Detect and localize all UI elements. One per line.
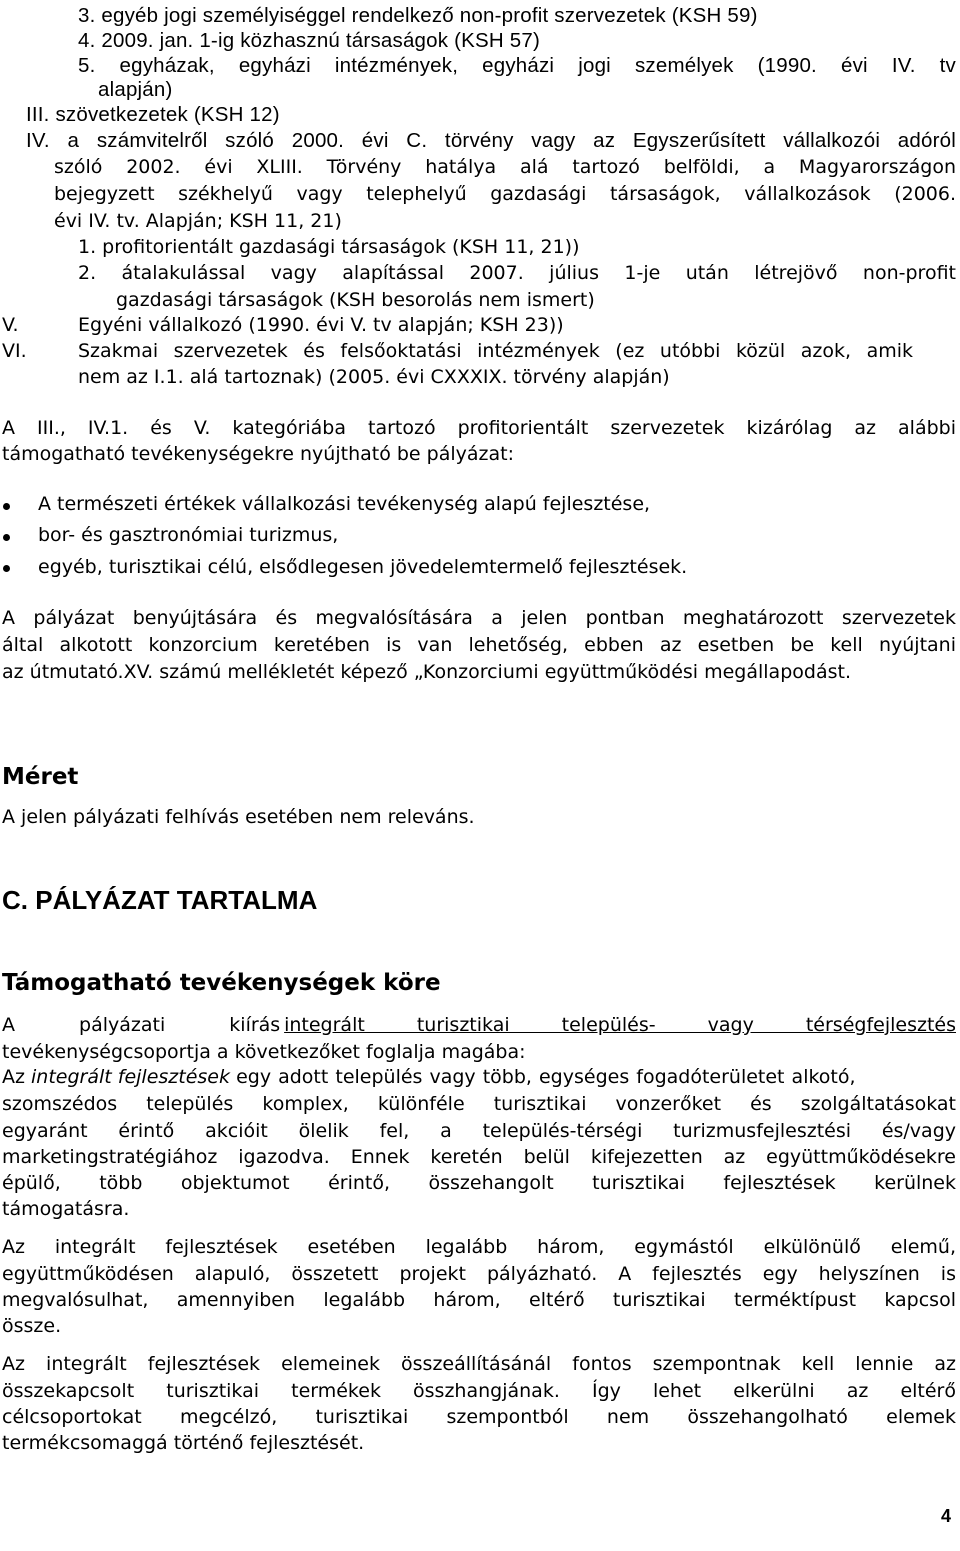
list-item: IV. a számvitelről szóló 2000. évi C. törvény vagy az Egyszerűsített vállalkozói adóról <box>26 129 956 152</box>
paragraph-line: épülő, több objektumot érintő, összehangolt turisztikai fejlesztések kerülnek <box>2 1172 956 1194</box>
list-item-cont: évi IV. tv. Alapján; KSH 11, 21) <box>54 210 342 232</box>
paragraph-line: által alkotott konzorcium keretében is van lehetőség, ebben az esetben be kell nyújtani <box>2 634 956 656</box>
list-item: 5. egyházak, egyházi intézmények, egyházi jogi személyek (1990. évi IV. tv <box>78 54 956 77</box>
paragraph-line <box>2 1014 956 1036</box>
paragraph-line: támogatásra. <box>2 1198 130 1220</box>
list-number: VI. <box>2 340 27 362</box>
page-number: 4 <box>941 1506 952 1526</box>
paragraph-line: támogatható tevékenységekre nyújtható be pályázat: <box>2 443 514 465</box>
text-segment: egy adott település vagy több, egységes fogadóterületet alkotó, <box>236 1066 856 1088</box>
paragraph-line: együttműködésen alapuló, összetett projekt pályázható. A fejlesztés egy helyszínen is <box>2 1263 956 1285</box>
list-item: 4. 2009. jan. 1-ig közhasznú társaságok (KSH 57) <box>78 29 540 52</box>
paragraph-line: tevékenységcsoportja a következőket foglalja magába: <box>2 1041 526 1063</box>
text-segment: A pályázati kiírás <box>2 1014 281 1036</box>
list-item-cont: szóló 2002. évi XLIII. Törvény hatálya alá tartozó belföldi, a Magyarországon <box>54 156 956 178</box>
list-item-cont: nem az I.1. alá tartoznak) (2005. évi CXXXIX. törvény alapján) <box>78 366 670 388</box>
section-heading: Méret <box>2 764 79 790</box>
paragraph-line <box>2 1066 956 1088</box>
paragraph-line: össze. <box>2 1315 62 1337</box>
list-item: III. szövetkezetek (KSH 12) <box>26 103 280 126</box>
list-number: V. <box>2 314 19 336</box>
paragraph-line: A III., IV.1. és V. kategóriába tartozó profitorientált szervezetek kizárólag az alábbi <box>2 417 956 439</box>
paragraph-line: Az integrált fejlesztések elemeinek összeállításánál fontos szempontnak kell lennie az <box>2 1353 956 1375</box>
list-item: 2. átalakulással vagy alapítással 2007. július 1-je után létrejövő non-profit <box>78 262 956 284</box>
list-item: Szakmai szervezetek és felsőoktatási intézmények (ez utóbbi közül azok, amik <box>78 340 913 362</box>
list-item: 1. profitorientált gazdasági társaságok (KSH 11, 21)) <box>78 236 580 258</box>
underlined-term: integrált turisztikai település- vagy térségfejlesztés <box>284 1014 956 1036</box>
chapter-heading: C. PÁLYÁZAT TARTALMA <box>2 885 318 915</box>
paragraph-line: A jelen pályázati felhívás esetében nem releváns. <box>2 806 475 828</box>
bullet-item: egyéb, turisztikai célú, elsődlegesen jövedelemtermelő fejlesztések. <box>38 556 688 578</box>
paragraph-line: összekapcsolt turisztikai termékek összhangjának. Így lehet elkerülni az eltérő <box>2 1380 956 1402</box>
paragraph-line: termékcsomaggá történő fejlesztését. <box>2 1432 365 1454</box>
paragraph-line: Az integrált fejlesztések esetében legalább három, egymástól elkülönülő elemű, <box>2 1236 956 1258</box>
bullet-item: A természeti értékek vállalkozási tevékenység alapú fejlesztése, <box>38 493 651 515</box>
paragraph-line: szomszédos település komplex, különféle turisztikai vonzerőket és szolgáltatásokat <box>2 1093 956 1115</box>
list-item-cont: gazdasági társaságok (KSH besorolás nem ismert) <box>116 289 595 311</box>
list-item-cont: alapján) <box>98 78 173 101</box>
bullet-icon <box>3 503 10 510</box>
paragraph-line: az útmutató.XV. számú mellékletét képező „Konzorciumi együttműködési megállapodást. <box>2 661 851 683</box>
bullet-icon <box>3 534 10 541</box>
list-item: Egyéni vállalkozó (1990. évi V. tv alapján; KSH 23)) <box>78 314 564 336</box>
list-item: 3. egyéb jogi személyiséggel rendelkező non-profit szervezetek (KSH 59) <box>78 4 758 27</box>
paragraph-line: célcsoportokat megcélzó, turisztikai szempontból nem összehangolható elemek <box>2 1406 956 1428</box>
paragraph-line: megvalósulhat, amennyiben legalább három, eltérő turisztikai terméktípust kapcsol <box>2 1289 956 1311</box>
bullet-item: bor- és gasztronómiai turizmus, <box>38 524 339 546</box>
bullet-icon <box>3 565 10 572</box>
section-heading: Támogatható tevékenységek köre <box>2 970 441 996</box>
text-segment: Az <box>2 1066 25 1088</box>
paragraph-line: marketingstratégiához igazodva. Ennek keretén belül kifejezetten az együttműködésekre <box>2 1146 956 1168</box>
list-item-cont: bejegyzett székhelyű vagy telephelyű gazdasági társaságok, vállalkozások (2006. <box>54 183 956 205</box>
italic-term: integrált fejlesztések <box>31 1066 231 1088</box>
paragraph-line: egyaránt érintő akcióit ölelik fel, a település-térségi turizmusfejlesztési és/vagy <box>2 1120 956 1142</box>
paragraph-line: A pályázat benyújtására és megvalósítására a jelen pontban meghatározott szervezetek <box>2 607 956 629</box>
